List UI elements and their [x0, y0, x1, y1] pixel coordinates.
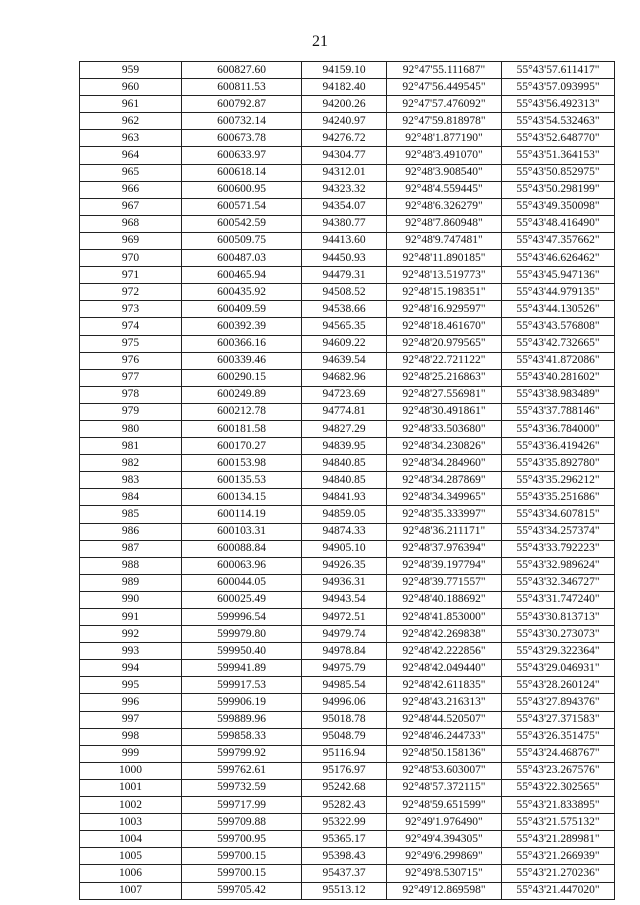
- latitude-cell: 55°43'21.270236": [502, 865, 615, 882]
- latitude-cell: 55°43'31.747240": [502, 591, 615, 608]
- table-row: [80, 882, 615, 899]
- longitude-cell: 92°48'57.372115": [387, 779, 502, 796]
- x-coordinate-cell: 599950.40: [182, 643, 302, 660]
- point-number-cell: 973: [80, 301, 182, 318]
- latitude-cell: 55°43'43.576808": [502, 318, 615, 335]
- longitude-cell: 92°48'42.611835": [387, 677, 502, 694]
- longitude-cell: 92°48'22.721122": [387, 352, 502, 369]
- point-number-cell: 1004: [80, 831, 182, 848]
- latitude-cell: 55°43'30.273073": [502, 626, 615, 643]
- y-coordinate-cell: 94936.31: [302, 574, 387, 591]
- x-coordinate-cell: 599941.89: [182, 660, 302, 677]
- latitude-cell: 55°43'32.989624": [502, 557, 615, 574]
- latitude-cell: 55°43'21.833895": [502, 797, 615, 814]
- y-coordinate-cell: 94905.10: [302, 540, 387, 557]
- point-number-cell: 968: [80, 215, 182, 232]
- y-coordinate-cell: 95437.37: [302, 865, 387, 882]
- table-row: [80, 386, 615, 403]
- table-row: [80, 284, 615, 301]
- y-coordinate-cell: 94926.35: [302, 557, 387, 574]
- table-row: [80, 574, 615, 591]
- point-number-cell: 982: [80, 455, 182, 472]
- longitude-cell: 92°48'50.158136": [387, 745, 502, 762]
- table-row: [80, 96, 615, 113]
- x-coordinate-cell: 599762.61: [182, 762, 302, 779]
- longitude-cell: 92°48'27.556981": [387, 386, 502, 403]
- latitude-cell: 55°43'29.322364": [502, 643, 615, 660]
- latitude-cell: 55°43'34.257374": [502, 523, 615, 540]
- x-coordinate-cell: 600339.46: [182, 352, 302, 369]
- table-row: [80, 250, 615, 267]
- latitude-cell: 55°43'57.611417": [502, 62, 615, 79]
- table-row: [80, 797, 615, 814]
- y-coordinate-cell: 94682.96: [302, 369, 387, 386]
- x-coordinate-cell: 599700.15: [182, 865, 302, 882]
- latitude-cell: 55°43'37.788146": [502, 403, 615, 420]
- point-number-cell: 998: [80, 728, 182, 745]
- x-coordinate-cell: 599906.19: [182, 694, 302, 711]
- point-number-cell: 966: [80, 181, 182, 198]
- table-row: [80, 130, 615, 147]
- latitude-cell: 55°43'35.892780": [502, 455, 615, 472]
- point-number-cell: 972: [80, 284, 182, 301]
- longitude-cell: 92°48'59.651599": [387, 797, 502, 814]
- table-row: [80, 540, 615, 557]
- point-number-cell: 997: [80, 711, 182, 728]
- latitude-cell: 55°43'21.447020": [502, 882, 615, 899]
- x-coordinate-cell: 600509.75: [182, 232, 302, 249]
- x-coordinate-cell: 600135.53: [182, 472, 302, 489]
- table-row: [80, 848, 615, 865]
- y-coordinate-cell: 94859.05: [302, 506, 387, 523]
- table-row: [80, 113, 615, 130]
- x-coordinate-cell: 599799.92: [182, 745, 302, 762]
- y-coordinate-cell: 95018.78: [302, 711, 387, 728]
- point-number-cell: 970: [80, 250, 182, 267]
- x-coordinate-cell: 600633.97: [182, 147, 302, 164]
- point-number-cell: 974: [80, 318, 182, 335]
- x-coordinate-cell: 600153.98: [182, 455, 302, 472]
- latitude-cell: 55°43'48.416490": [502, 215, 615, 232]
- point-number-cell: 978: [80, 386, 182, 403]
- y-coordinate-cell: 94978.84: [302, 643, 387, 660]
- latitude-cell: 55°43'35.296212": [502, 472, 615, 489]
- y-coordinate-cell: 95176.97: [302, 762, 387, 779]
- longitude-cell: 92°48'41.853000": [387, 609, 502, 626]
- latitude-cell: 55°43'27.894376": [502, 694, 615, 711]
- longitude-cell: 92°48'3.908540": [387, 164, 502, 181]
- table-row: [80, 506, 615, 523]
- point-number-cell: 991: [80, 609, 182, 626]
- latitude-cell: 55°43'45.947136": [502, 267, 615, 284]
- longitude-cell: 92°49'4.394305": [387, 831, 502, 848]
- latitude-cell: 55°43'34.607815": [502, 506, 615, 523]
- longitude-cell: 92°48'37.976394": [387, 540, 502, 557]
- longitude-cell: 92°48'1.877190": [387, 130, 502, 147]
- x-coordinate-cell: 600088.84: [182, 540, 302, 557]
- y-coordinate-cell: 94840.85: [302, 472, 387, 489]
- latitude-cell: 55°43'57.093995": [502, 79, 615, 96]
- y-coordinate-cell: 94827.29: [302, 420, 387, 437]
- y-coordinate-cell: 94304.77: [302, 147, 387, 164]
- longitude-cell: 92°48'16.929597": [387, 301, 502, 318]
- latitude-cell: 55°43'21.266939": [502, 848, 615, 865]
- coordinates-table: [79, 61, 615, 900]
- y-coordinate-cell: 94323.32: [302, 181, 387, 198]
- x-coordinate-cell: 600618.14: [182, 164, 302, 181]
- x-coordinate-cell: 600732.14: [182, 113, 302, 130]
- latitude-cell: 55°43'42.732665": [502, 335, 615, 352]
- latitude-cell: 55°43'32.346727": [502, 574, 615, 591]
- coordinates-table-wrapper: [79, 61, 614, 900]
- table-row: [80, 164, 615, 181]
- point-number-cell: 986: [80, 523, 182, 540]
- latitude-cell: 55°43'49.350098": [502, 198, 615, 215]
- point-number-cell: 987: [80, 540, 182, 557]
- point-number-cell: 977: [80, 369, 182, 386]
- x-coordinate-cell: 600103.31: [182, 523, 302, 540]
- latitude-cell: 55°43'29.046931": [502, 660, 615, 677]
- y-coordinate-cell: 94159.10: [302, 62, 387, 79]
- table-row: [80, 523, 615, 540]
- latitude-cell: 55°43'47.357662": [502, 232, 615, 249]
- latitude-cell: 55°43'28.260124": [502, 677, 615, 694]
- longitude-cell: 92°48'6.326279": [387, 198, 502, 215]
- table-row: [80, 626, 615, 643]
- table-row: [80, 677, 615, 694]
- point-number-cell: 971: [80, 267, 182, 284]
- longitude-cell: 92°48'53.603007": [387, 762, 502, 779]
- longitude-cell: 92°48'18.461670": [387, 318, 502, 335]
- latitude-cell: 55°43'30.813713": [502, 609, 615, 626]
- point-number-cell: 983: [80, 472, 182, 489]
- x-coordinate-cell: 600571.54: [182, 198, 302, 215]
- point-number-cell: 992: [80, 626, 182, 643]
- longitude-cell: 92°48'7.860948": [387, 215, 502, 232]
- table-row: [80, 301, 615, 318]
- point-number-cell: 1000: [80, 762, 182, 779]
- x-coordinate-cell: 600811.53: [182, 79, 302, 96]
- table-row: [80, 62, 615, 79]
- longitude-cell: 92°49'8.530715": [387, 865, 502, 882]
- table-row: [80, 232, 615, 249]
- x-coordinate-cell: 600392.39: [182, 318, 302, 335]
- latitude-cell: 55°43'41.872086": [502, 352, 615, 369]
- table-row: [80, 609, 615, 626]
- y-coordinate-cell: 94413.60: [302, 232, 387, 249]
- latitude-cell: 55°43'36.784000": [502, 420, 615, 437]
- longitude-cell: 92°48'11.890185": [387, 250, 502, 267]
- longitude-cell: 92°47'55.111687": [387, 62, 502, 79]
- x-coordinate-cell: 600290.15: [182, 369, 302, 386]
- y-coordinate-cell: 94979.74: [302, 626, 387, 643]
- longitude-cell: 92°48'42.049440": [387, 660, 502, 677]
- point-number-cell: 981: [80, 438, 182, 455]
- y-coordinate-cell: 95398.43: [302, 848, 387, 865]
- y-coordinate-cell: 95282.43: [302, 797, 387, 814]
- y-coordinate-cell: 94276.72: [302, 130, 387, 147]
- longitude-cell: 92°47'56.449545": [387, 79, 502, 96]
- table-row: [80, 745, 615, 762]
- table-row: [80, 352, 615, 369]
- longitude-cell: 92°48'42.222856": [387, 643, 502, 660]
- table-row: [80, 181, 615, 198]
- longitude-cell: 92°47'57.476092": [387, 96, 502, 113]
- latitude-cell: 55°43'36.419426": [502, 438, 615, 455]
- longitude-cell: 92°48'25.216863": [387, 369, 502, 386]
- longitude-cell: 92°48'36.211171": [387, 523, 502, 540]
- table-row: [80, 865, 615, 882]
- longitude-cell: 92°48'9.747481": [387, 232, 502, 249]
- point-number-cell: 964: [80, 147, 182, 164]
- x-coordinate-cell: 600212.78: [182, 403, 302, 420]
- x-coordinate-cell: 600114.19: [182, 506, 302, 523]
- longitude-cell: 92°48'13.519773": [387, 267, 502, 284]
- point-number-cell: 960: [80, 79, 182, 96]
- longitude-cell: 92°48'34.287869": [387, 472, 502, 489]
- x-coordinate-cell: 600487.03: [182, 250, 302, 267]
- y-coordinate-cell: 94874.33: [302, 523, 387, 540]
- y-coordinate-cell: 94354.07: [302, 198, 387, 215]
- table-row: [80, 711, 615, 728]
- point-number-cell: 980: [80, 420, 182, 437]
- latitude-cell: 55°43'35.251686": [502, 489, 615, 506]
- x-coordinate-cell: 599979.80: [182, 626, 302, 643]
- longitude-cell: 92°48'35.333997": [387, 506, 502, 523]
- point-number-cell: 965: [80, 164, 182, 181]
- table-row: [80, 267, 615, 284]
- x-coordinate-cell: 599858.33: [182, 728, 302, 745]
- x-coordinate-cell: 599996.54: [182, 609, 302, 626]
- table-row: [80, 147, 615, 164]
- longitude-cell: 92°48'40.188692": [387, 591, 502, 608]
- y-coordinate-cell: 94985.54: [302, 677, 387, 694]
- y-coordinate-cell: 94380.77: [302, 215, 387, 232]
- longitude-cell: 92°48'33.503680": [387, 420, 502, 437]
- point-number-cell: 961: [80, 96, 182, 113]
- y-coordinate-cell: 94312.01: [302, 164, 387, 181]
- y-coordinate-cell: 94240.97: [302, 113, 387, 130]
- point-number-cell: 979: [80, 403, 182, 420]
- table-row: [80, 728, 615, 745]
- point-number-cell: 993: [80, 643, 182, 660]
- latitude-cell: 55°43'27.371583": [502, 711, 615, 728]
- x-coordinate-cell: 600465.94: [182, 267, 302, 284]
- table-row: [80, 472, 615, 489]
- latitude-cell: 55°43'56.492313": [502, 96, 615, 113]
- table-row: [80, 591, 615, 608]
- latitude-cell: 55°43'24.468767": [502, 745, 615, 762]
- y-coordinate-cell: 95322.99: [302, 814, 387, 831]
- x-coordinate-cell: 600409.59: [182, 301, 302, 318]
- latitude-cell: 55°43'52.648770": [502, 130, 615, 147]
- latitude-cell: 55°43'21.289981": [502, 831, 615, 848]
- y-coordinate-cell: 94182.40: [302, 79, 387, 96]
- x-coordinate-cell: 600792.87: [182, 96, 302, 113]
- point-number-cell: 994: [80, 660, 182, 677]
- y-coordinate-cell: 95242.68: [302, 779, 387, 796]
- x-coordinate-cell: 600827.60: [182, 62, 302, 79]
- point-number-cell: 1003: [80, 814, 182, 831]
- point-number-cell: 1001: [80, 779, 182, 796]
- x-coordinate-cell: 600044.05: [182, 574, 302, 591]
- point-number-cell: 988: [80, 557, 182, 574]
- y-coordinate-cell: 94565.35: [302, 318, 387, 335]
- x-coordinate-cell: 599700.15: [182, 848, 302, 865]
- latitude-cell: 55°43'44.130526": [502, 301, 615, 318]
- longitude-cell: 92°48'3.491070": [387, 147, 502, 164]
- x-coordinate-cell: 600435.92: [182, 284, 302, 301]
- table-row: [80, 369, 615, 386]
- x-coordinate-cell: 600170.27: [182, 438, 302, 455]
- point-number-cell: 990: [80, 591, 182, 608]
- x-coordinate-cell: 600673.78: [182, 130, 302, 147]
- x-coordinate-cell: 600134.15: [182, 489, 302, 506]
- point-number-cell: 975: [80, 335, 182, 352]
- y-coordinate-cell: 94508.52: [302, 284, 387, 301]
- y-coordinate-cell: 95365.17: [302, 831, 387, 848]
- longitude-cell: 92°48'15.198351": [387, 284, 502, 301]
- x-coordinate-cell: 600542.59: [182, 215, 302, 232]
- longitude-cell: 92°48'39.197794": [387, 557, 502, 574]
- point-number-cell: 996: [80, 694, 182, 711]
- longitude-cell: 92°48'4.559445": [387, 181, 502, 198]
- point-number-cell: 1002: [80, 797, 182, 814]
- x-coordinate-cell: 600366.16: [182, 335, 302, 352]
- longitude-cell: 92°48'42.269838": [387, 626, 502, 643]
- longitude-cell: 92°48'20.979565": [387, 335, 502, 352]
- y-coordinate-cell: 94639.54: [302, 352, 387, 369]
- table-row: [80, 814, 615, 831]
- table-row: [80, 79, 615, 96]
- point-number-cell: 995: [80, 677, 182, 694]
- x-coordinate-cell: 599917.53: [182, 677, 302, 694]
- point-number-cell: 984: [80, 489, 182, 506]
- x-coordinate-cell: 600600.95: [182, 181, 302, 198]
- x-coordinate-cell: 599705.42: [182, 882, 302, 899]
- y-coordinate-cell: 94840.85: [302, 455, 387, 472]
- y-coordinate-cell: 95513.12: [302, 882, 387, 899]
- point-number-cell: 1005: [80, 848, 182, 865]
- x-coordinate-cell: 599700.95: [182, 831, 302, 848]
- x-coordinate-cell: 600181.58: [182, 420, 302, 437]
- latitude-cell: 55°43'50.298199": [502, 181, 615, 198]
- latitude-cell: 55°43'40.281602": [502, 369, 615, 386]
- table-row: [80, 215, 615, 232]
- table-row: [80, 660, 615, 677]
- x-coordinate-cell: 600249.89: [182, 386, 302, 403]
- table-row: [80, 420, 615, 437]
- longitude-cell: 92°48'39.771557": [387, 574, 502, 591]
- longitude-cell: 92°48'30.491861": [387, 403, 502, 420]
- y-coordinate-cell: 94774.81: [302, 403, 387, 420]
- x-coordinate-cell: 599709.88: [182, 814, 302, 831]
- longitude-cell: 92°48'44.520507": [387, 711, 502, 728]
- y-coordinate-cell: 94450.93: [302, 250, 387, 267]
- latitude-cell: 55°43'21.575132": [502, 814, 615, 831]
- y-coordinate-cell: 94839.95: [302, 438, 387, 455]
- latitude-cell: 55°43'44.979135": [502, 284, 615, 301]
- table-row: [80, 694, 615, 711]
- x-coordinate-cell: 600025.49: [182, 591, 302, 608]
- longitude-cell: 92°47'59.818978": [387, 113, 502, 130]
- y-coordinate-cell: 94975.79: [302, 660, 387, 677]
- latitude-cell: 55°43'38.983489": [502, 386, 615, 403]
- latitude-cell: 55°43'23.267576": [502, 762, 615, 779]
- y-coordinate-cell: 94200.26: [302, 96, 387, 113]
- longitude-cell: 92°48'34.349965": [387, 489, 502, 506]
- x-coordinate-cell: 599889.96: [182, 711, 302, 728]
- y-coordinate-cell: 94996.06: [302, 694, 387, 711]
- latitude-cell: 55°43'33.792223": [502, 540, 615, 557]
- x-coordinate-cell: 600063.96: [182, 557, 302, 574]
- latitude-cell: 55°43'46.626462": [502, 250, 615, 267]
- x-coordinate-cell: 599732.59: [182, 779, 302, 796]
- y-coordinate-cell: 94943.54: [302, 591, 387, 608]
- y-coordinate-cell: 95116.94: [302, 745, 387, 762]
- x-coordinate-cell: 599717.99: [182, 797, 302, 814]
- latitude-cell: 55°43'51.364153": [502, 147, 615, 164]
- point-number-cell: 969: [80, 232, 182, 249]
- longitude-cell: 92°48'34.284960": [387, 455, 502, 472]
- y-coordinate-cell: 94841.93: [302, 489, 387, 506]
- table-row: [80, 335, 615, 352]
- table-row: [80, 438, 615, 455]
- point-number-cell: 1007: [80, 882, 182, 899]
- point-number-cell: 959: [80, 62, 182, 79]
- y-coordinate-cell: 94972.51: [302, 609, 387, 626]
- table-row: [80, 489, 615, 506]
- point-number-cell: 963: [80, 130, 182, 147]
- point-number-cell: 962: [80, 113, 182, 130]
- point-number-cell: 989: [80, 574, 182, 591]
- table-row: [80, 557, 615, 574]
- latitude-cell: 55°43'26.351475": [502, 728, 615, 745]
- longitude-cell: 92°48'43.216313": [387, 694, 502, 711]
- table-row: [80, 198, 615, 215]
- table-row: [80, 403, 615, 420]
- longitude-cell: 92°48'46.244733": [387, 728, 502, 745]
- point-number-cell: 999: [80, 745, 182, 762]
- y-coordinate-cell: 94609.22: [302, 335, 387, 352]
- y-coordinate-cell: 94723.69: [302, 386, 387, 403]
- table-row: [80, 318, 615, 335]
- latitude-cell: 55°43'54.532463": [502, 113, 615, 130]
- table-row: [80, 831, 615, 848]
- table-row: [80, 779, 615, 796]
- latitude-cell: 55°43'22.302565": [502, 779, 615, 796]
- latitude-cell: 55°43'50.852975": [502, 164, 615, 181]
- point-number-cell: 967: [80, 198, 182, 215]
- point-number-cell: 1006: [80, 865, 182, 882]
- longitude-cell: 92°49'1.976490": [387, 814, 502, 831]
- longitude-cell: 92°49'12.869598": [387, 882, 502, 899]
- table-row: [80, 455, 615, 472]
- y-coordinate-cell: 95048.79: [302, 728, 387, 745]
- y-coordinate-cell: 94538.66: [302, 301, 387, 318]
- table-row: [80, 643, 615, 660]
- point-number-cell: 976: [80, 352, 182, 369]
- longitude-cell: 92°48'34.230826": [387, 438, 502, 455]
- point-number-cell: 985: [80, 506, 182, 523]
- table-row: [80, 762, 615, 779]
- page-number: 21: [312, 33, 328, 50]
- longitude-cell: 92°49'6.299869": [387, 848, 502, 865]
- y-coordinate-cell: 94479.31: [302, 267, 387, 284]
- coordinates-table-body: [80, 62, 615, 900]
